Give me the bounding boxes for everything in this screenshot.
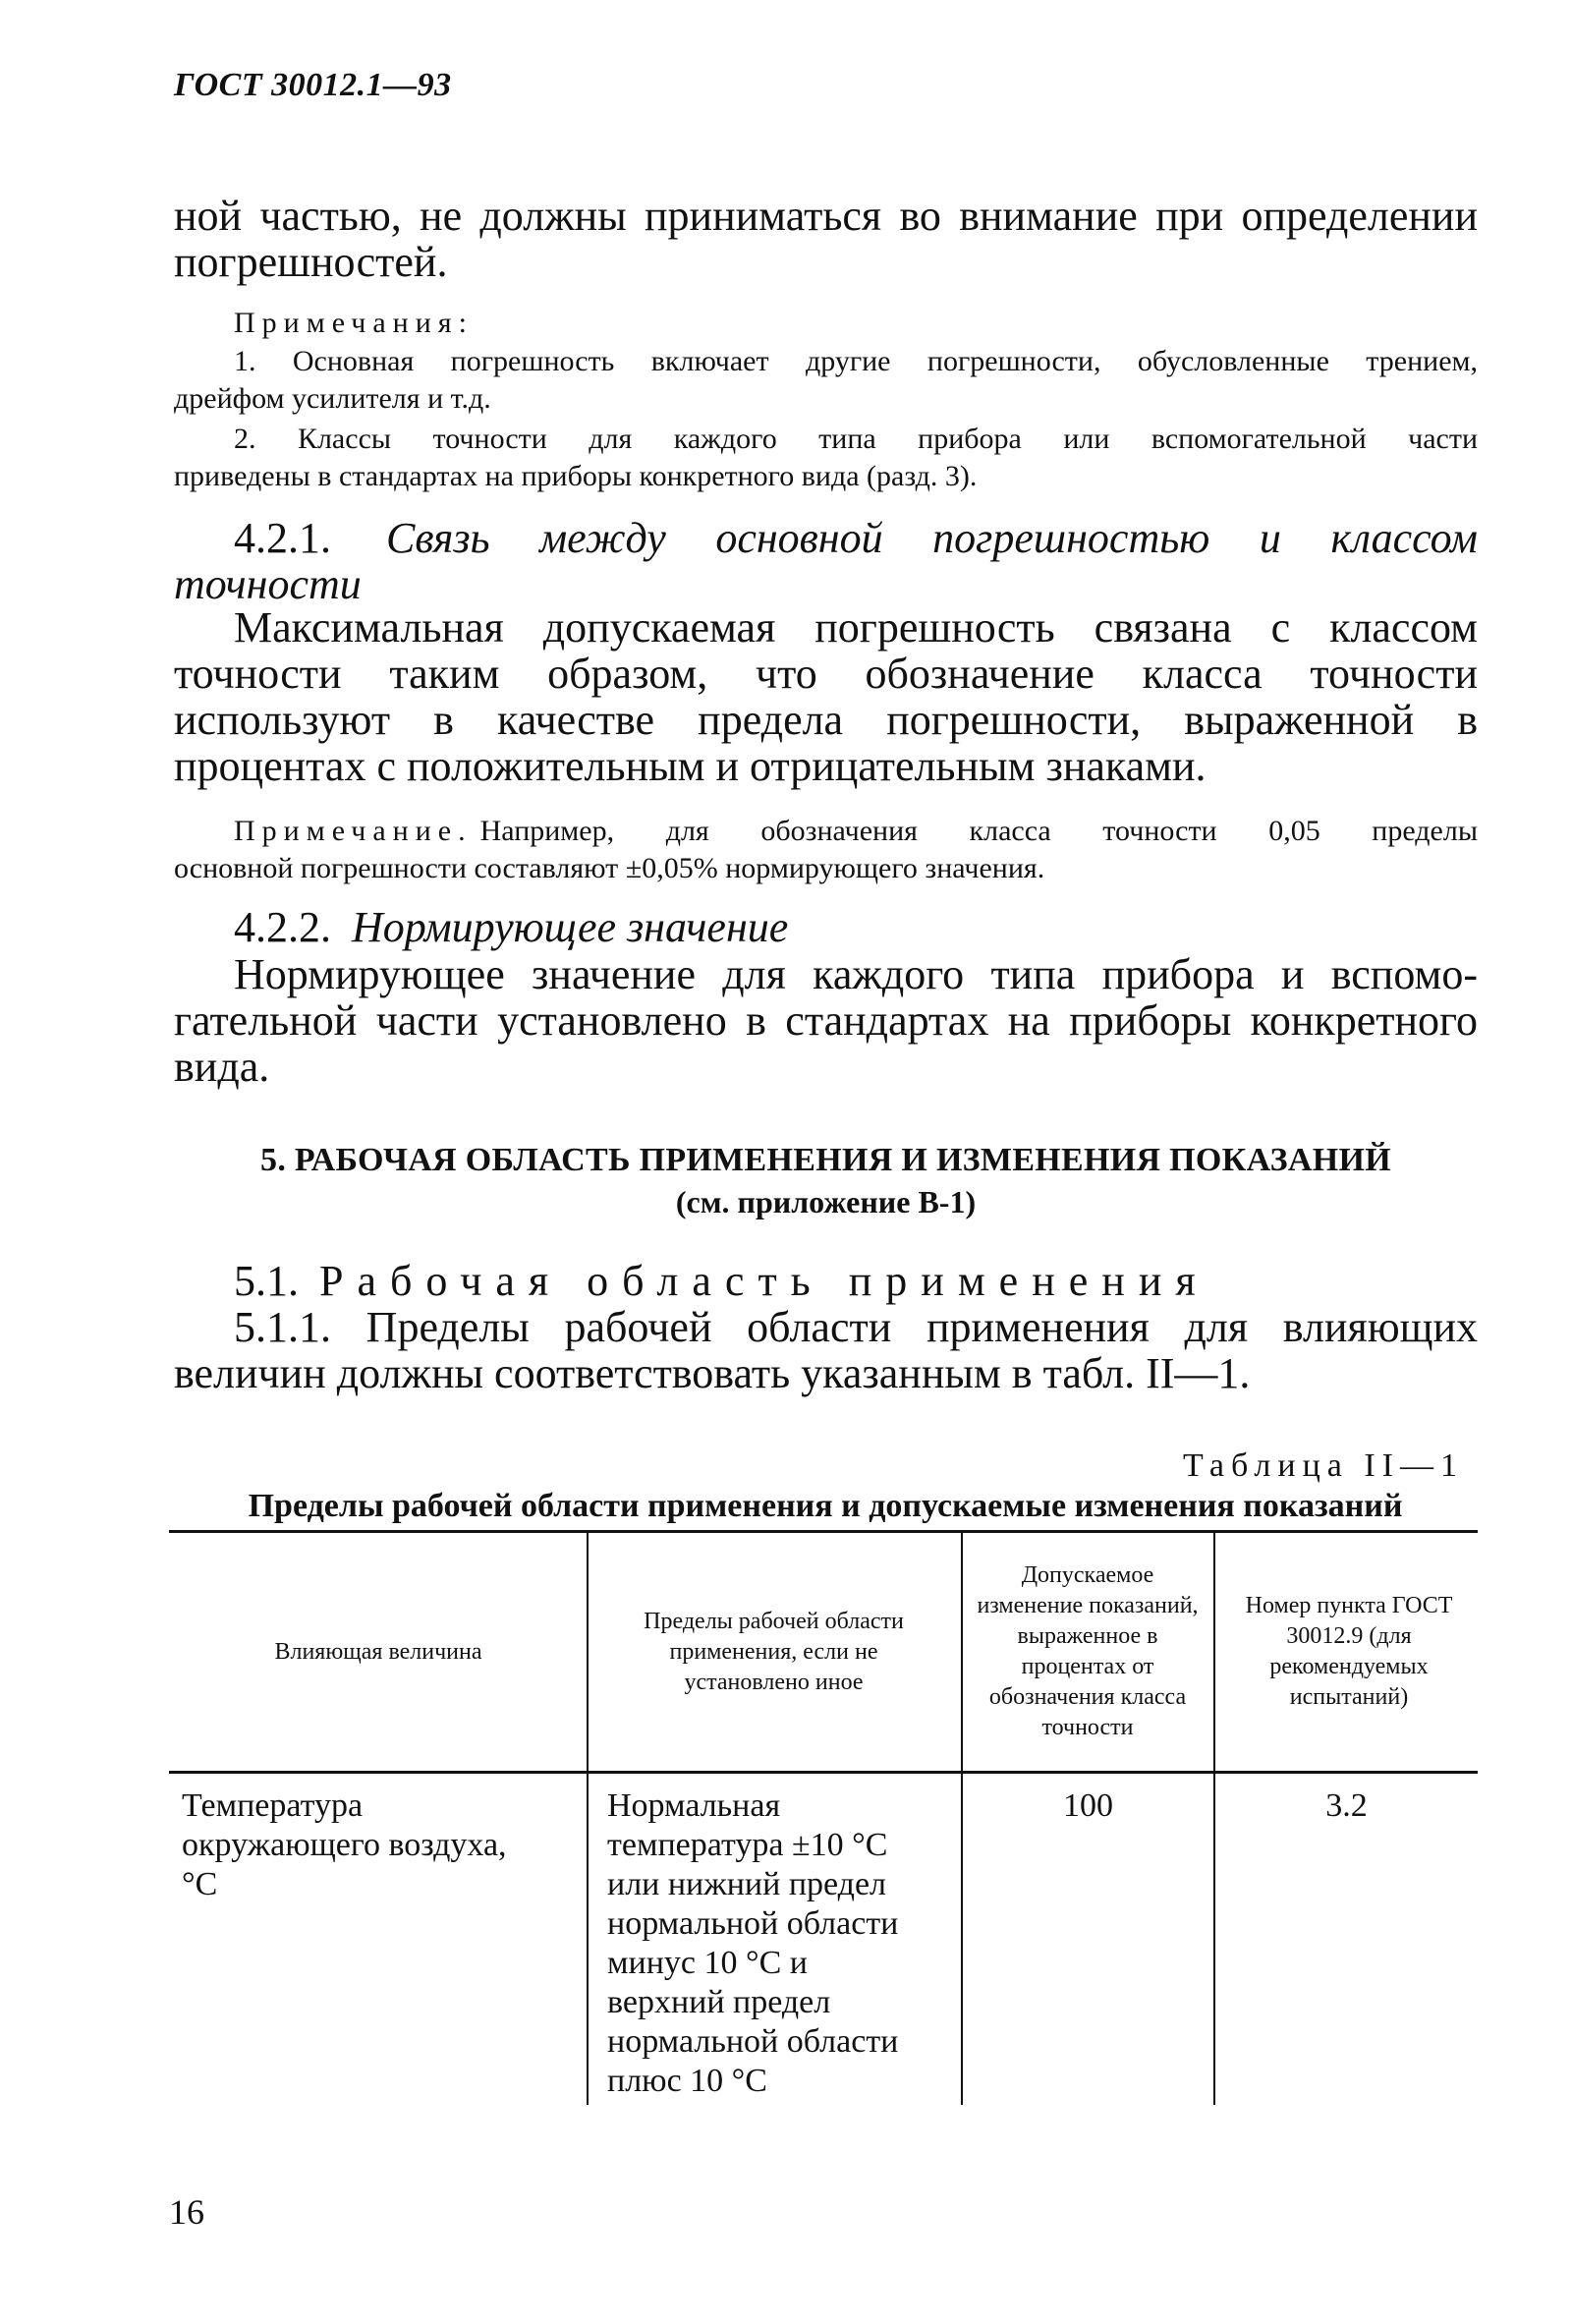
- table-divider: [587, 1530, 589, 2105]
- cell-line: Нормальная: [607, 1787, 781, 1824]
- section-4-2-2-heading: [234, 904, 788, 950]
- paragraph-line: Нормирующее значение для каждого типа прибора и вспомо-: [234, 950, 1478, 998]
- intro-line: погрешностей.: [174, 238, 448, 286]
- cell-line: нормальной области: [607, 2023, 899, 2060]
- cell-line: нормальной области: [607, 1905, 899, 1942]
- notes-title: Примечания:: [234, 307, 474, 339]
- note-line: приведены в стандартах на приборы конкретного вида (разд. 3).: [174, 460, 978, 492]
- table-cell: [182, 1786, 580, 1904]
- cell-line: верхний предел: [607, 1984, 831, 2020]
- table-cell: 100: [1063, 1787, 1113, 1824]
- cell-line: температура ±10 °С: [607, 1827, 888, 1863]
- paragraph-line: гательной части установлено в стандартах на приборы конкретного: [174, 996, 1478, 1045]
- section-title: Связь между основной погрешностью и классом: [386, 514, 1478, 562]
- paragraph-line: 5.1.1. Пределы рабочей области применения для влияющих: [234, 1303, 1478, 1351]
- table-label: Таблица II—1: [1182, 1447, 1464, 1484]
- section-4-2-1-heading: [234, 515, 1478, 561]
- note-label: Примечание.: [234, 815, 473, 847]
- note-line: 1. Основная погрешность включает другие погрешности, обусловленные трением,: [234, 345, 1478, 377]
- section-number: 4.2.1.: [234, 514, 331, 562]
- note-line: дрейфом усилителя и т.д.: [174, 382, 491, 415]
- cell-line: окружающего воздуха,: [182, 1827, 507, 1863]
- paragraph-line: вида.: [174, 1043, 270, 1091]
- cell-line: Температура: [182, 1787, 364, 1824]
- table-header-cell: Номер пункта ГОСТ 30012.9 (для рекомендуемых испытаний): [1245, 1593, 1453, 1710]
- cell-line: °С: [182, 1866, 218, 1902]
- cell-line: минус 10 °С и: [607, 1945, 808, 1981]
- section-number: 5.1.: [234, 1257, 299, 1305]
- note-2: [234, 813, 1478, 850]
- table-rule: [169, 1771, 1478, 1774]
- section-5-subtitle: (см. приложение В-1): [675, 1184, 977, 1219]
- table-title: Пределы рабочей области применения и допускаемые изменения показаний: [248, 1488, 1403, 1524]
- note-line: Например, для обозначения класса точности 0,05 пределы: [479, 815, 1478, 847]
- table-header-cell: Пределы рабочей области применения, если не установлено иное: [644, 1608, 904, 1695]
- document-header: ГОСТ 30012.1—93: [174, 67, 452, 103]
- section-number: 4.2.2.: [234, 903, 331, 951]
- table-rule: [169, 1530, 1478, 1533]
- paragraph-line: Максимальная допускаемая погрешность связана с классом: [234, 603, 1478, 652]
- page-number: 16: [169, 2192, 204, 2232]
- paragraph-line: величин должны соответствовать указанным в табл. II—1.: [174, 1349, 1251, 1397]
- paragraph-line: точности таким образом, что обозначение класса точности: [174, 650, 1478, 698]
- table-header-cell: Влияющая величина: [274, 1638, 482, 1665]
- cell-line: или нижний предел: [607, 1866, 887, 1902]
- table-cell: [607, 1786, 951, 2101]
- section-5-1-heading: [234, 1258, 1209, 1304]
- intro-line: ной частью, не должны приниматься во внимание при определении: [174, 192, 1478, 240]
- section-title: точности: [174, 560, 362, 608]
- note-line: основной погрешности составляют ±0,05% нормирующего значения.: [174, 852, 1045, 884]
- paragraph-line: процентах с положительным и отрицательным знаками.: [174, 742, 1207, 790]
- section-title: Нормирующее значение: [352, 903, 789, 951]
- note-line: 2. Классы точности для каждого типа прибора или вспомогательной части: [234, 423, 1478, 455]
- section-5-title: 5. РАБОЧАЯ ОБЛАСТЬ ПРИМЕНЕНИЯ И ИЗМЕНЕНИЯ ПОКАЗАНИЙ: [260, 1142, 1391, 1178]
- table-cell: 3.2: [1325, 1787, 1368, 1824]
- section-title: Рабочая область применения: [319, 1257, 1209, 1305]
- paragraph-line: используют в качестве предела погрешности, выраженной в: [174, 696, 1478, 744]
- table-header-cell: Допускаемое изменение показаний, выраженное в процентах от обозначения класса точности: [977, 1562, 1199, 1740]
- cell-line: плюс 10 °С: [607, 2063, 767, 2099]
